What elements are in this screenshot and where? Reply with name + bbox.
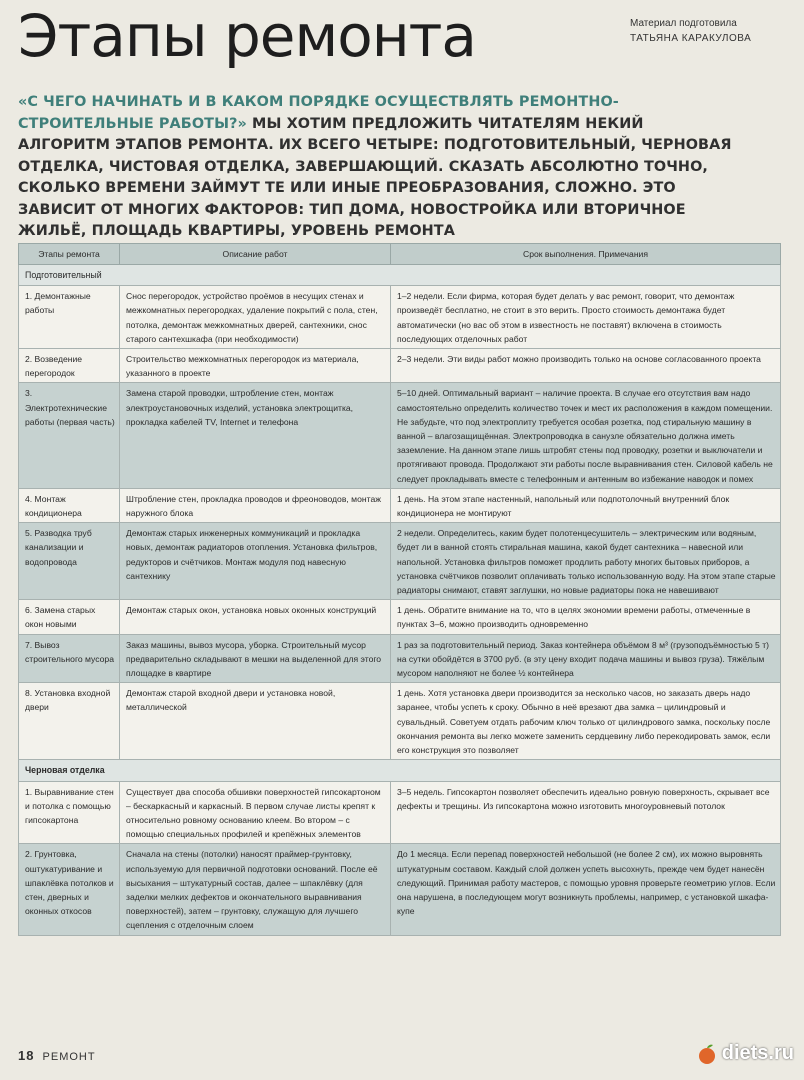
table-row — [19, 523, 781, 600]
notes-cell: 5–10 дней. Оптимальный вариант – наличие проекта. В случае его отсутствия вам надо самостоятельно определить количество точек и мест их расположения в каждом помещении. Не забудьте, что под электроплиту требуется особая розетка, под стиральную машину в ванной – влагозащищённая. Электропроводка в санузле обязательно должна иметь заземление. На данном этапе лишь штробят стены под проводку, розетки и выключатели и протягивают провода. Продолжают эти работы после выравнивания стен. Силовой кабель не следует прокладывать вместе с телефонным и антенным во избежание наводок и помех — [391, 383, 781, 488]
notes-cell: До 1 месяца. Если перепад поверхностей небольшой (не более 2 см), их можно выровнять штукатурным составом. Каждый слой должен успеть высохнуть, прежде чем будет нанесён следующий. Принимая работу мастеров, с помощью уровня проверьте геометрию углов. Если она нарушена, в последующем могут возникнуть проблемы, например, с установкой шкафа-купе — [391, 844, 781, 935]
section-row-rough-finish — [19, 760, 781, 781]
stage-cell: 2. Возведение перегородок — [19, 349, 120, 383]
author-credit — [630, 16, 751, 46]
watermark-text: diets.ru — [721, 1042, 794, 1064]
description-cell: Сначала на стены (потолки) наносят праймер-грунтовку, используемую для первичной подготовки оснований. После её высыхания – штукатурный состав, далее – шпаклёвку (для заделки мелких дефектов и окончательного выравнивания поверхностей), затем – грунтовку, служащую для лучшего сцепления с отделочным слоем — [120, 844, 391, 935]
lead-question: «С ЧЕГО НАЧИНАТЬ И В КАКОМ ПОРЯДКЕ ОСУЩЕСТВЛЯТЬ РЕМОНТНО-СТРОИТЕЛЬНЫЕ РАБОТЫ?» — [18, 94, 619, 132]
page-title: Этапы ремонта — [18, 2, 476, 70]
credit-author: ТАТЬЯНА КАРАКУЛОВА — [630, 33, 752, 44]
table-row — [19, 634, 781, 683]
table-row — [19, 349, 781, 383]
description-cell: Демонтаж старых инженерных коммуникаций и прокладка новых, демонтаж радиаторов отопления. Установка фильтров, редукторов и счётчиков. Монтаж модуля под навесную сантехнику — [120, 523, 391, 600]
table-header-row — [19, 244, 781, 265]
table-row — [19, 600, 781, 634]
table-row — [19, 844, 781, 935]
apple-icon — [696, 1043, 718, 1065]
notes-cell: 1–2 недели. Если фирма, которая будет делать у вас ремонт, говорит, что демонтаж произведёт бесплатно, не стоит в это верить. Просто стоимость демонтажа будет автоматически (но вас об этом в известность не поставят) включена в стоимость последующих отделочных работ — [391, 286, 781, 349]
notes-cell: 3–5 недель. Гипсокартон позволяет обеспечить идеально ровную поверхность, скрывает все дефекты и трещины. Из гипсокартона можно изготовить многоуровневый потолок — [391, 781, 781, 844]
header-description: Описание работ — [120, 244, 391, 265]
stage-cell: 1. Демонтажные работы — [19, 286, 120, 349]
table-row — [19, 488, 781, 522]
description-cell: Существует два способа обшивки поверхностей гипсокартоном – бескаркасный и каркасный. В первом случае листы крепят к относительно ровному основанию клеем. Во втором – с помощью специальных профилей и крепёжных элементов — [120, 781, 391, 844]
description-cell: Демонтаж старой входной двери и установка новой, металлической — [120, 683, 391, 760]
description-cell: Снос перегородок, устройство проёмов в несущих стенах и межкомнатных перегородках, удаление покрытий с пола, стен, потолка, демонтаж межкомнатных дверей, сантехники, снос старого сантехшкафа (при необходимости) — [120, 286, 391, 349]
description-cell: Строительство межкомнатных перегородок из материала, указанного в проекте — [120, 349, 391, 383]
stage-cell: 5. Разводка труб канализации и водопровода — [19, 523, 120, 600]
stage-cell: 8. Установка входной двери — [19, 683, 120, 760]
notes-cell: 2 недели. Определитесь, каким будет полотенцесушитель – электрическим или водяным, будет ли в ванной стоять стиральная машина, какой будет сантехника – навесной или напольной. Установка фильтров поможет продлить работу многих бытовых приборов, а установка счётчиков позволит оплачивать только использованную воду. На этом этапе старые радиаторы снимают, ставят заглушки, но новые радиаторы пока не навешивают — [391, 523, 781, 600]
renovation-stages-table — [18, 243, 781, 936]
section-name: РЕМОНТ — [42, 1051, 96, 1063]
description-cell: Замена старой проводки, штробление стен, монтаж электроустановочных изделий, установка электрощитка, прокладка кабелей TV, Internet и телефона — [120, 383, 391, 488]
notes-cell: 2–3 недели. Эти виды работ можно производить только на основе согласованного проекта — [391, 349, 781, 383]
stage-cell: 6. Замена старых окон новыми — [19, 600, 120, 634]
notes-cell: 1 день. На этом этапе настенный, напольный или подпотолочный внутренний блок кондиционера не монтируют — [391, 488, 781, 522]
header-notes: Срок выполнения. Примечания — [391, 244, 781, 265]
site-watermark — [696, 1042, 794, 1065]
lead-paragraph — [18, 92, 738, 243]
notes-cell: 1 день. Обратите внимание на то, что в целях экономии времени работы, отмеченные в пунктах 3–6, можно производить одновременно — [391, 600, 781, 634]
credit-caption: Материал подготовила — [630, 18, 737, 29]
stage-cell: 4. Монтаж кондиционера — [19, 488, 120, 522]
notes-cell: 1 день. Хотя установка двери производится за несколько часов, но заказать дверь надо заранее, чтобы успеть к сроку. Обычно в неё врезают два замка – цилиндровый и сувальдный. Советуем отдать рабочим ключ только от цилиндрового замка, поскольку после окончания ремонта вы легко можете заменить сердцевину либо перекодировать замок, если его конструкция это позволяет — [391, 683, 781, 760]
page-number: 18 — [18, 1048, 35, 1063]
description-cell: Штробление стен, прокладка проводов и фреоноводов, монтаж наружного блока — [120, 488, 391, 522]
table-row — [19, 683, 781, 760]
stage-cell: 2. Грунтовка, оштукатуривание и шпаклёвка потолков и стен, дверных и оконных откосов — [19, 844, 120, 935]
stage-cell: 3. Электротехнические работы (первая часть) — [19, 383, 120, 488]
notes-cell: 1 раз за подготовительный период. Заказ контейнера объёмом 8 м³ (грузоподъёмностью 5 т) на сутки обойдётся в 3700 руб. (в эту цену входит подача машины и вывоз груза). Тяжёлым мусором наполняют не более ½ контейнера — [391, 634, 781, 683]
page-footer — [18, 1048, 96, 1063]
section-title: Черновая отделка — [19, 760, 781, 781]
section-title: Подготовительный — [19, 265, 781, 286]
header-stage: Этапы ремонта — [19, 244, 120, 265]
description-cell: Демонтаж старых окон, установка новых оконных конструкций — [120, 600, 391, 634]
lead-text: МЫ ХОТИМ ПРЕДЛОЖИТЬ ЧИТАТЕЛЯМ НЕКИЙ АЛГОРИТМ ЭТАПОВ РЕМОНТА. ИХ ВСЕГО ЧЕТЫРЕ: ПОДГОТОВИТЕЛЬНЫЙ, ЧЕРНОВАЯ ОТДЕЛКА, ЧИСТОВАЯ ОТДЕЛКА, ЗАВЕРШАЮЩИЙ. СКАЗАТЬ АБСОЛЮТНО ТОЧНО, СКОЛЬКО ВРЕМЕНИ ЗАЙМУТ ТЕ ИЛИ ИНЫЕ ПРЕОБРАЗОВАНИЯ, СЛОЖНО. ЭТО ЗАВИСИТ ОТ МНОГИХ ФАКТОРОВ: ТИП ДОМА, НОВОСТРОЙКА ИЛИ ВТОРИЧНОЕ ЖИЛЬЁ, ПЛОЩАДЬ КВАРТИРЫ, УРОВЕНЬ РЕМОНТА — [18, 115, 732, 239]
table-row — [19, 383, 781, 488]
stage-cell: 7. Вывоз строительного мусора — [19, 634, 120, 683]
table-row — [19, 781, 781, 844]
description-cell: Заказ машины, вывоз мусора, уборка. Строительный мусор предварительно складывают в мешки на выделенной для этого площадке в квартире — [120, 634, 391, 683]
stage-cell: 1. Выравнивание стен и потолка с помощью гипсокартона — [19, 781, 120, 844]
table-row — [19, 286, 781, 349]
section-row-preparatory — [19, 265, 781, 286]
